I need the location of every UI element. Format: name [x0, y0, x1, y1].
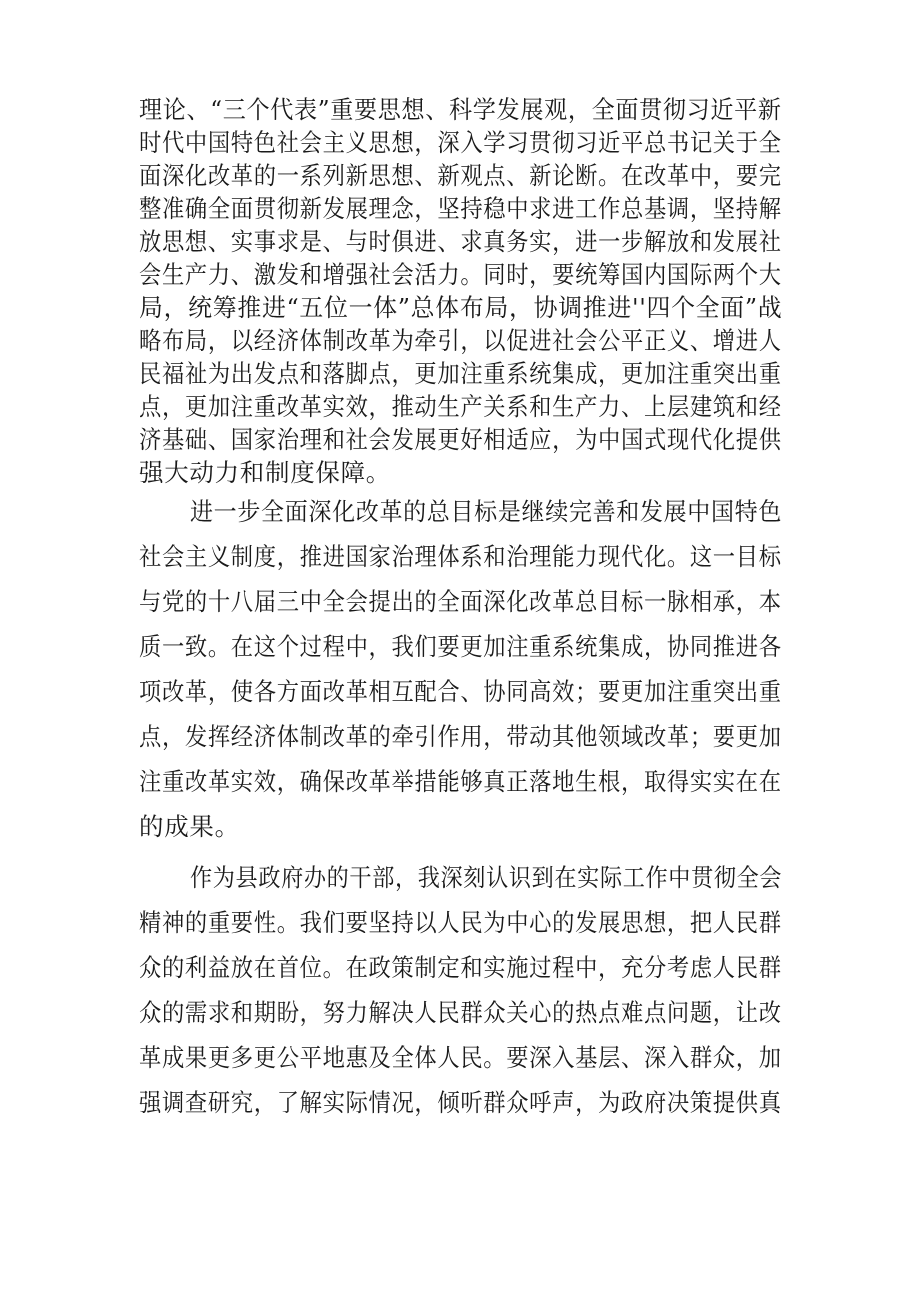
paragraph-line: 济基础、国家治理和社会发展更好相适应，为中国式现代化提供 — [139, 425, 782, 454]
paragraph-line: 社会主义制度，推进国家治理体系和治理能力现代化。这一目标 — [139, 542, 782, 571]
paragraph-line: 民福祉为出发点和落脚点，更加注重系统集成，更加注重突出重 — [139, 359, 782, 388]
paragraph-line: 作为县政府办的干部，我深刻认识到在实际工作中贯彻全会 — [190, 863, 783, 892]
paragraph-line: 众的需求和期盼，努力解决人民群众关心的热点难点问题，让改 — [139, 998, 782, 1027]
paragraph-line: 理论、“三个代表”重要思想、科学发展观，全面贯彻习近平新 — [139, 95, 782, 124]
paragraph-line: 整准确全面贯彻新发展理念，坚持稳中求进工作总基调，坚持解 — [139, 194, 782, 223]
paragraph-line: 强调查研究，了解实际情况，倾听群众呼声，为政府决策提供真 — [139, 1088, 782, 1117]
paragraph-line: 会生产力、激发和增强社会活力。同时，要统筹国内国际两个大 — [139, 260, 782, 289]
paragraph-line: 面深化改革的一系列新思想、新观点、新论断。在改革中，要完 — [139, 161, 782, 190]
paragraph-line: 注重改革实效，确保改革举措能够真正落地生根，取得实实在在 — [139, 767, 782, 796]
paragraph-line: 点，更加注重改革实效，推动生产关系和生产力、上层建筑和经 — [139, 392, 782, 421]
paragraph-line: 质一致。在这个过程中，我们要更加注重系统集成，协同推进各 — [139, 632, 782, 661]
paragraph-line: 时代中国特色社会主义思想，深入学习贯彻习近平总书记关于全 — [139, 128, 782, 157]
paragraph-line: 革成果更多更公平地惠及全体人民。要深入基层、深入群众，加 — [139, 1043, 782, 1072]
paragraph-line: 放思想、实事求是、与时俱进、求真务实，进一步解放和发展社 — [139, 227, 782, 256]
paragraph-line: 局，统筹推进“五位一体”总体布局，协调推进''四个全面”战 — [139, 293, 783, 322]
paragraph-line: 项改革，使各方面改革相互配合、协同高效；要更加注重突出重 — [139, 677, 782, 706]
paragraph-line: 与党的十八届三中全会提出的全面深化改革总目标一脉相承，本 — [139, 587, 782, 616]
paragraph-line: 略布局，以经济体制改革为牵引，以促进社会公平正义、增进人 — [139, 326, 782, 355]
paragraph-line: 点，发挥经济体制改革的牵引作用，带动其他领域改革；要更加 — [139, 722, 782, 751]
paragraph-line: 强大动力和制度保障。 — [139, 458, 391, 487]
paragraph-line: 精神的重要性。我们要坚持以人民为中心的发展思想，把人民群 — [139, 908, 782, 937]
paragraph-line: 的成果。 — [139, 812, 240, 841]
paragraph-line: 众的利益放在首位。在政策制定和实施过程中，充分考虑人民群 — [139, 953, 782, 982]
paragraph-line: 进一步全面深化改革的总目标是继续完善和发展中国特色 — [190, 497, 783, 526]
